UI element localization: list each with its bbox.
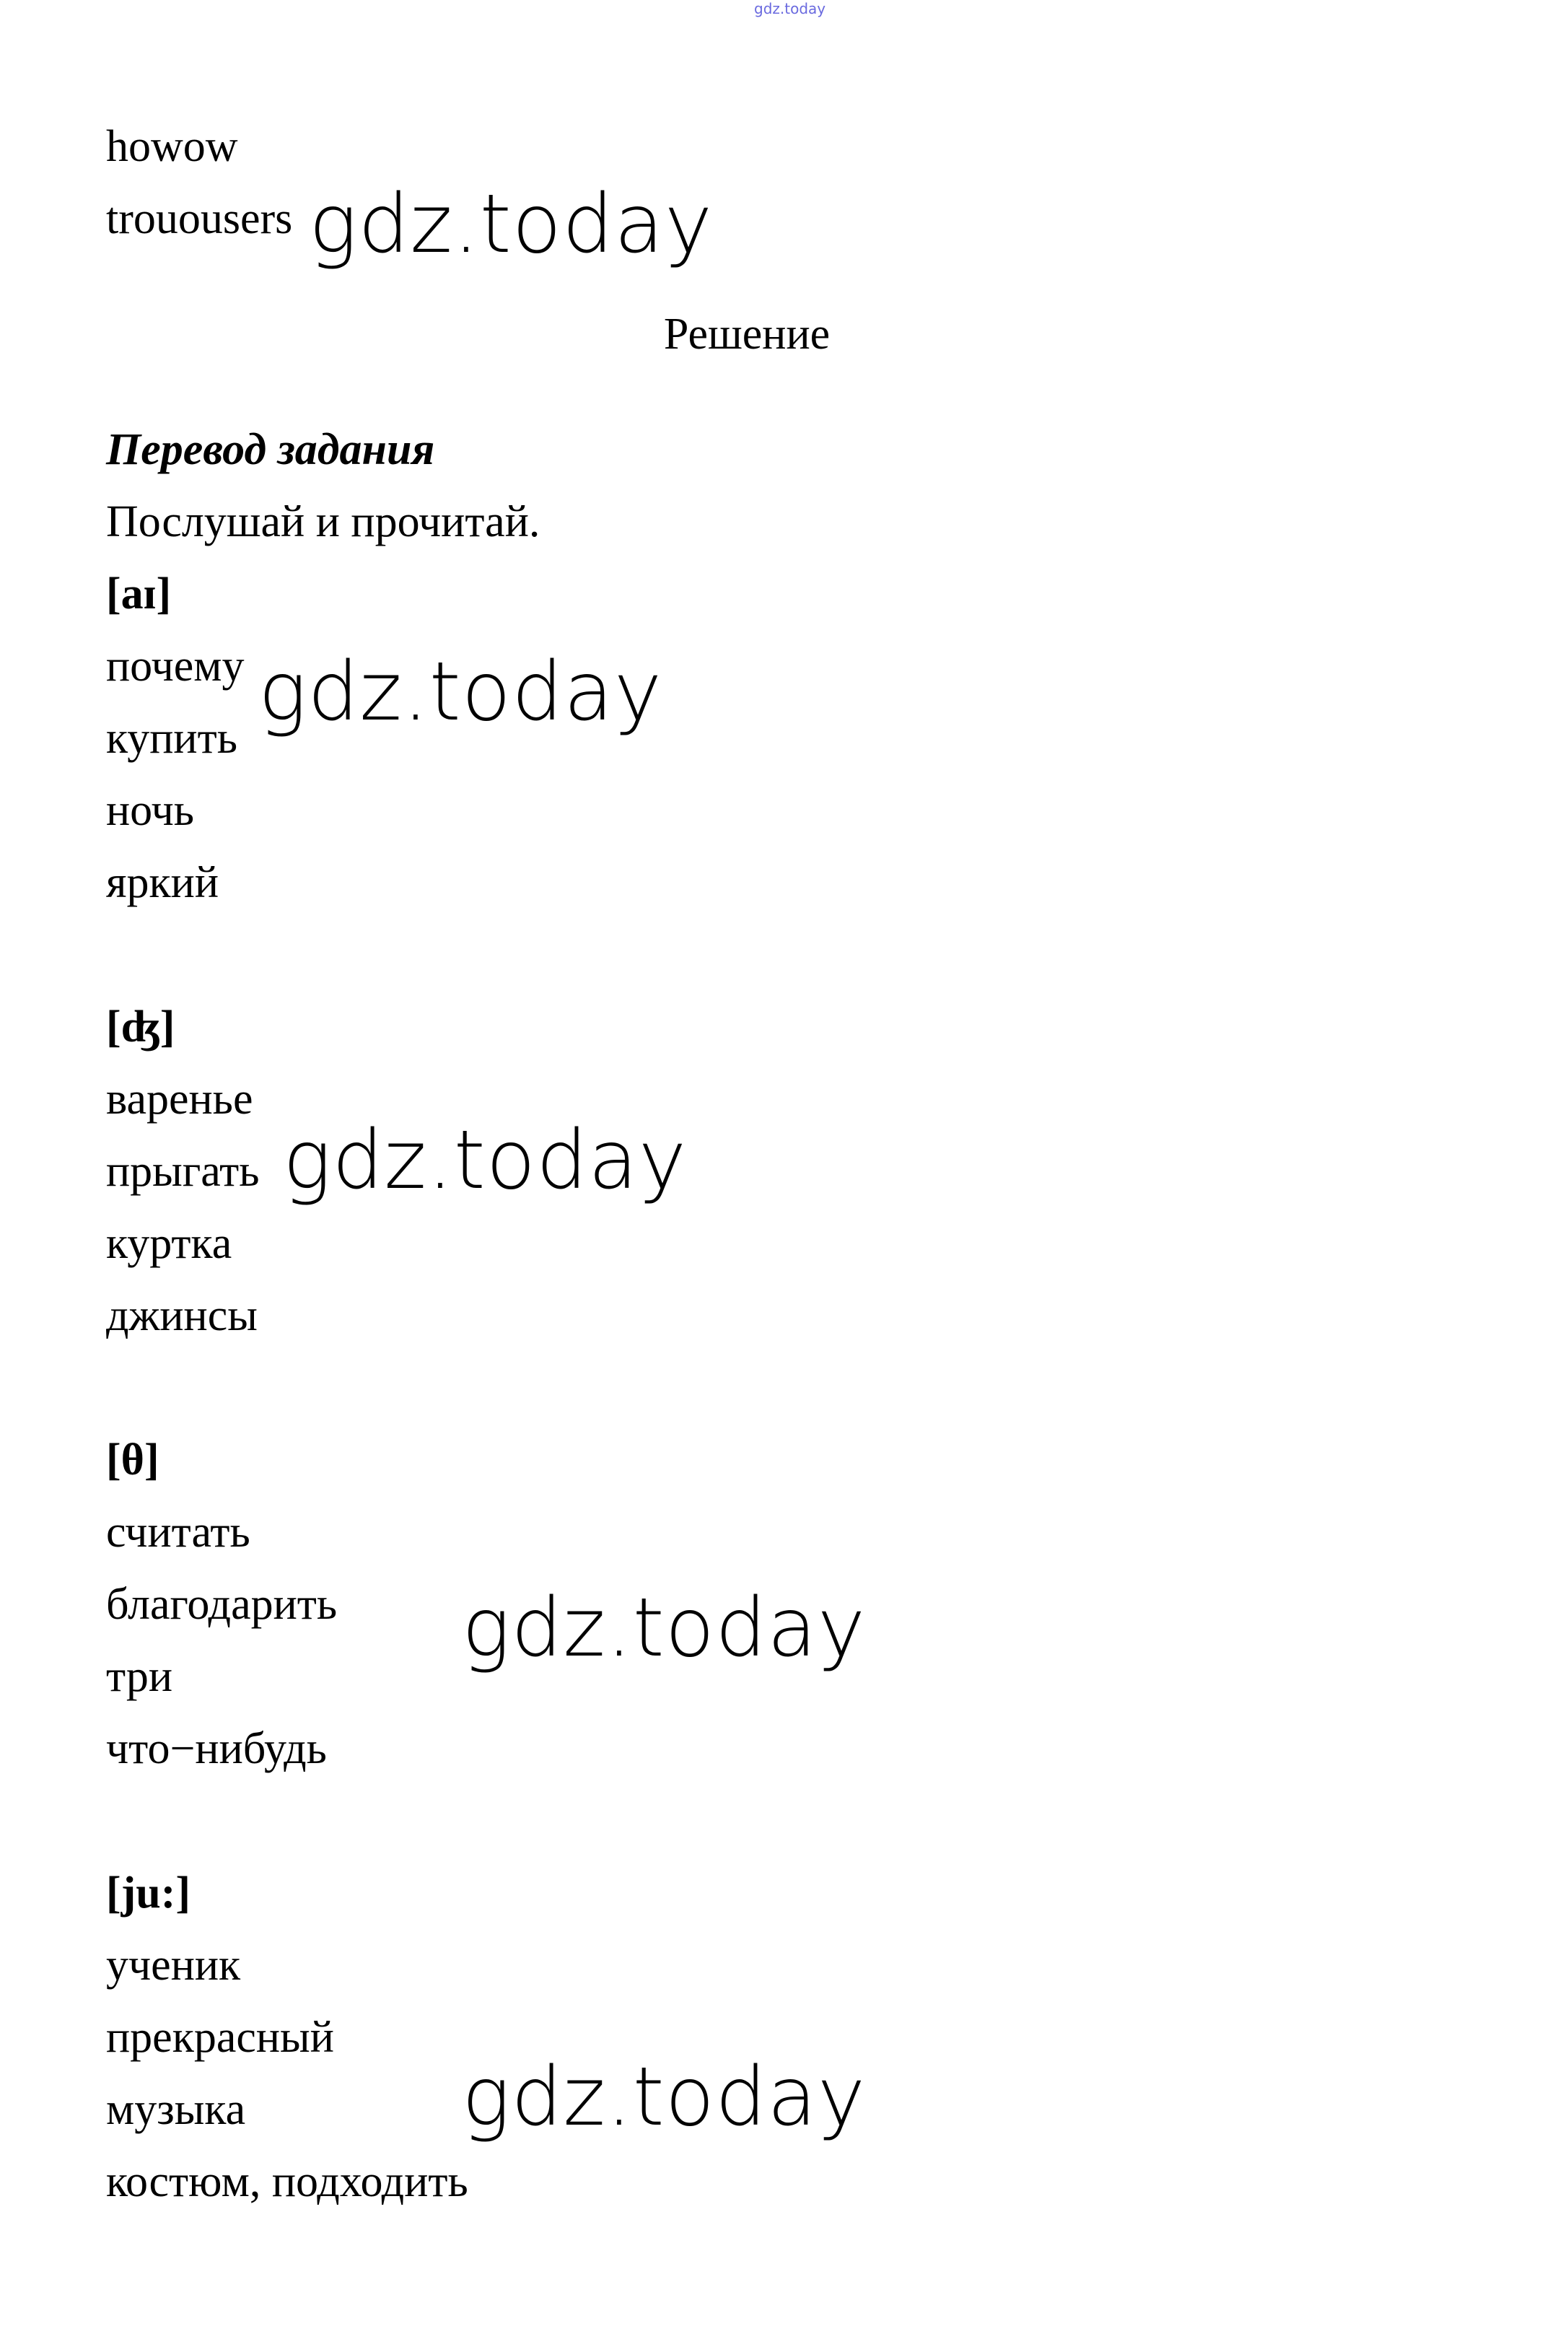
word-item: благодарить	[106, 1580, 338, 1629]
watermark-logo: gdz.today	[283, 1114, 688, 1207]
translation-heading: Перевод задания	[106, 425, 435, 474]
word-item: почему	[106, 642, 245, 691]
word-item: ночь	[106, 786, 195, 835]
word-item: костюм, подходить	[106, 2157, 468, 2206]
word-item: что−нибудь	[106, 1724, 327, 1773]
intro-word-1: howow	[106, 122, 238, 171]
word-item: музыка	[106, 2085, 246, 2134]
watermark-logo: gdz.today	[462, 1581, 867, 1675]
word-item: яркий	[106, 858, 219, 907]
header-watermark: gdz.today	[754, 0, 826, 17]
sound-heading: [θ]	[106, 1435, 159, 1485]
word-item: прекрасный	[106, 2013, 334, 2062]
instruction-text: Послушай и прочитай.	[106, 497, 540, 546]
word-item: варенье	[106, 1075, 253, 1124]
word-item: прыгать	[106, 1147, 260, 1196]
word-item: считать	[106, 1508, 250, 1557]
solution-title: Решение	[663, 310, 831, 359]
word-item: ученик	[106, 1941, 241, 1990]
watermark-logo: gdz.today	[462, 2050, 867, 2144]
word-item: купить	[106, 714, 237, 763]
word-item: джинсы	[106, 1291, 258, 1340]
sound-heading: [ju:]	[106, 1868, 191, 1918]
intro-word-2: trouousers	[106, 194, 293, 243]
watermark-logo: gdz.today	[309, 178, 714, 271]
watermark-logo: gdz.today	[258, 645, 663, 739]
word-item: три	[106, 1652, 173, 1701]
sound-heading: [aɪ]	[106, 569, 172, 618]
sound-heading: [ʤ]	[106, 1002, 175, 1052]
word-item: куртка	[106, 1219, 232, 1268]
